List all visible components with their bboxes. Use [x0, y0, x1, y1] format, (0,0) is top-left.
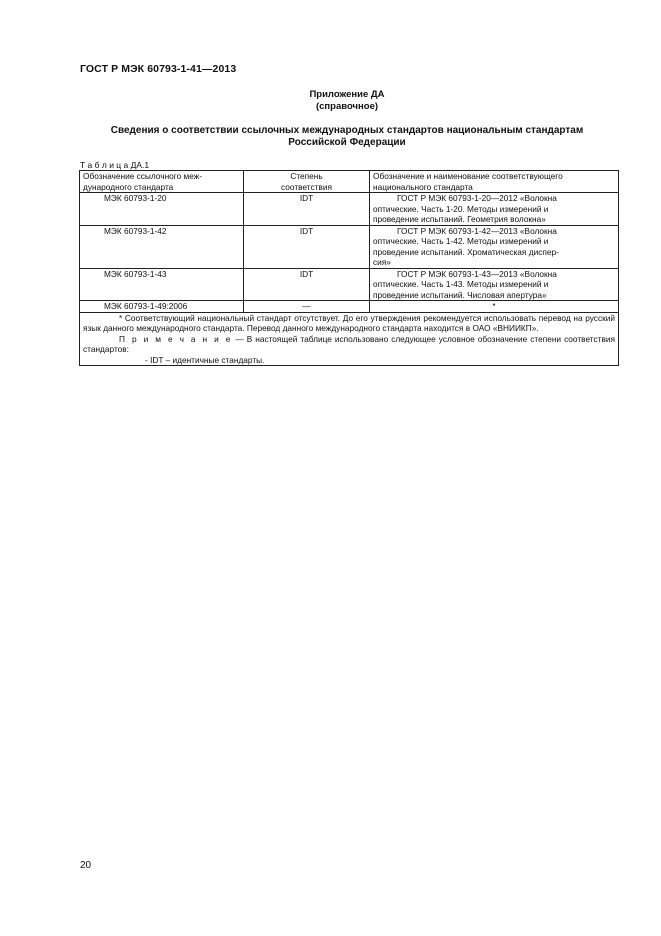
cell-national — [370, 268, 619, 301]
table-footnote-row — [80, 312, 619, 366]
cell-national — [370, 193, 619, 226]
cell-line: ГОСТ Р МЭК 60793-1-42—2013 «Волокна — [397, 225, 557, 236]
document-header: ГОСТ Р МЭК 60793-1-41—2013 — [80, 63, 237, 75]
cell-line: оптические. Часть 1-42. Методы измерений и — [373, 236, 549, 246]
header-line: соответствия — [281, 181, 332, 192]
cell-national: * — [370, 301, 619, 313]
cell-degree: IDT — [244, 268, 370, 301]
column-header-degree — [244, 171, 370, 193]
section-title-line1: Сведения о соответствии ссылочных международных стандартов национальным стандартам — [110, 125, 584, 136]
table-row — [80, 225, 619, 268]
correspondence-table — [79, 170, 619, 366]
cell-line: сия» — [373, 257, 391, 267]
cell-line: проведение испытаний. Хроматическая диспер- — [373, 246, 559, 257]
header-line: Обозначение и наименование соответствующего — [373, 171, 563, 181]
table-caption: Т а б л и ц а ДА.1 — [80, 160, 150, 170]
cell-reference: МЭК 60793-1-20 — [80, 193, 244, 226]
footnote-text: * Соответствующий национальный стандарт отсутствует. До его утверждения рекомендуется использовать перевод на русский язык данного международного стандарта. Перевод данного международного стандарта находится в ОАО «ВНИИКП». — [83, 312, 615, 333]
column-header-reference — [80, 171, 244, 193]
section-title — [80, 125, 614, 149]
header-line: дународного стандарта — [83, 181, 174, 192]
cell-degree: — — [244, 301, 370, 313]
cell-reference: МЭК 60793-1-43 — [80, 268, 244, 301]
table-header-row — [80, 171, 619, 193]
header-line: Обозначение ссылочного меж- — [83, 171, 203, 181]
cell-line: оптические. Часть 1-43. Методы измерений и — [373, 279, 549, 289]
note-text: — В настоящей таблице использовано следующее условное обозначение степени соответствия стандартов: — [83, 333, 615, 354]
page-number: 20 — [80, 860, 92, 871]
header-line: Степень — [290, 171, 323, 181]
cell-degree: IDT — [244, 225, 370, 268]
cell-line: ГОСТ Р МЭК 60793-1-43—2013 «Волокна — [397, 268, 557, 279]
table-row — [80, 268, 619, 301]
cell-line: проведение испытаний. Числовая апертура» — [373, 289, 547, 300]
note-label: П р и м е ч а н и е — [119, 333, 233, 344]
cell-reference: МЭК 60793-1-49:2006 — [80, 301, 244, 313]
cell-national — [370, 225, 619, 268]
footnote-cell — [80, 312, 619, 366]
cell-line: оптические. Часть 1-20. Методы измерений и — [373, 203, 549, 214]
header-line: национального стандарта — [373, 181, 473, 192]
table-row — [80, 193, 619, 226]
appendix-heading — [80, 89, 614, 113]
table-row — [80, 301, 619, 313]
cell-line: проведение испытаний. Геометрия волокна» — [373, 214, 546, 224]
section-title-line2: Российской Федерации — [288, 137, 406, 148]
appendix-title: Приложение ДА — [309, 89, 385, 100]
cell-degree: IDT — [244, 193, 370, 226]
cell-reference: МЭК 60793-1-42 — [80, 225, 244, 268]
note-item: - IDT – идентичные стандарты. — [145, 354, 265, 365]
cell-line: ГОСТ Р МЭК 60793-1-20—2012 «Волокна — [397, 193, 557, 203]
appendix-subtitle: (справочное) — [315, 101, 379, 112]
note-paragraph — [83, 334, 615, 355]
column-header-national — [370, 171, 619, 193]
